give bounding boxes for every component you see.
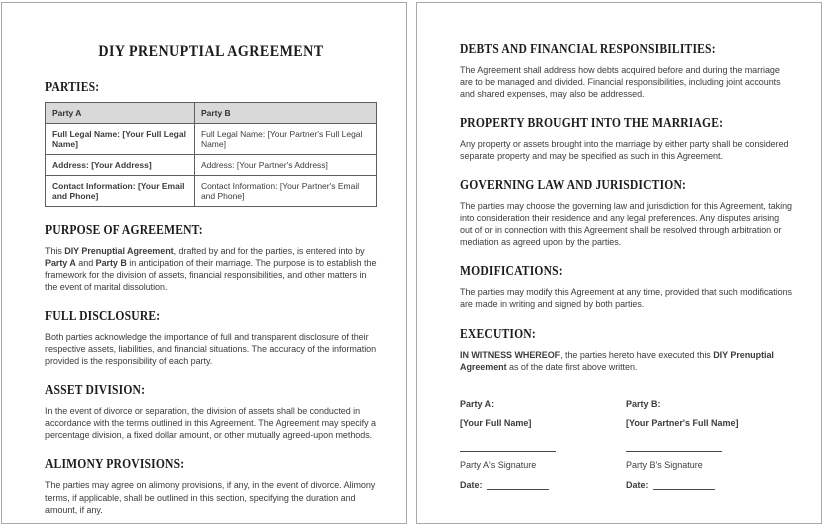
party-a-date-row	[460, 479, 626, 490]
section-body-governing-law: The parties may choose the governing law and jurisdiction for this Agreement, taking into consideration their residence and any legal preferences. Any disputes arising out of or in connection with this Agreement shall be resolved through arbitration or mediation as agreed upon by the parties.	[460, 201, 792, 248]
party-b-date-row	[626, 479, 792, 490]
table-row	[46, 155, 377, 176]
page-2	[416, 2, 822, 524]
section-body-debts: The Agreement shall address how debts acquired before and during the marriage are to be managed and divided. Financial responsibilities, including joint accounts and shared expenses, may also be addressed.	[460, 65, 781, 100]
section-body-purpose: This DIY Prenuptial Agreement, drafted by and for the parties, is entered into by Party A and Party B in anticipation of their marriage. The purpose is to establish the framework for the division of assets, financial responsibilities, and other matters in the event of marital dissolution.	[45, 246, 377, 293]
section-body-modifications: The parties may modify this Agreement at any time, provided that such modifications are made in writing and signed by both parties.	[460, 287, 793, 310]
table-header-row	[46, 103, 377, 124]
section-body-asset-division: In the event of divorce or separation, the division of assets shall be conducted in accordance with the terms outlined in this Agreement. The Agreement may specify a percentage division, a fixed dollar amount, or other mutually agreed-upon methods.	[45, 406, 376, 441]
party-a-signature-caption: Party A's Signature	[460, 459, 537, 470]
table-row	[46, 124, 377, 155]
party-a-name-placeholder: [Your Full Name]	[460, 417, 532, 428]
section-body-property: Any property or assets brought into the marriage by either party shall be considered separate property and may be specified as such in this Agreement.	[460, 139, 789, 162]
section-heading-debts: DEBTS AND FINANCIAL RESPONSIBILITIES:	[460, 41, 716, 56]
party-b-label: Party B:	[626, 398, 661, 409]
document-title: DIY PRENUPTIAL AGREEMENT	[98, 43, 324, 60]
table-cell-contact-a: Contact Information: [Your Email and Phone]	[46, 176, 195, 207]
table-row	[46, 176, 377, 207]
table-header-cell-party-a: Party A	[46, 103, 195, 124]
section-body-execution: IN WITNESS WHEREOF, the parties hereto have executed this DIY Prenuptial Agreement as of the date first above written.	[460, 349, 774, 372]
page-1	[1, 2, 407, 524]
section-heading-parties: PARTIES:	[45, 79, 100, 94]
party-b-name-placeholder: [Your Partner's Full Name]	[626, 417, 739, 428]
section-heading-property: PROPERTY BROUGHT INTO THE MARRIAGE:	[460, 115, 724, 131]
section-heading-asset-division: ASSET DIVISION:	[45, 382, 146, 398]
table-cell-address-a: Address: [Your Address]	[46, 155, 195, 176]
table-cell-address-b: Address: [Your Partner's Address]	[194, 155, 376, 176]
party-a-label: Party A:	[460, 398, 495, 409]
section-heading-disclosure: FULL DISCLOSURE:	[45, 308, 161, 324]
signature-column-party-a	[460, 399, 626, 490]
section-heading-purpose: PURPOSE OF AGREEMENT:	[45, 222, 203, 237]
section-heading-execution: EXECUTION:	[460, 325, 536, 341]
party-b-signature-caption: Party B's Signature	[626, 459, 703, 470]
section-heading-alimony: ALIMONY PROVISIONS:	[45, 456, 185, 472]
table-cell-legal-name-b: Full Legal Name: [Your Partner's Full Legal Name]	[194, 124, 376, 155]
section-body-disclosure: Both parties acknowledge the importance of full and transparent disclosure of their respective assets, liabilities, and financial situations. The accuracy of the information provided is the responsibility of each party.	[45, 332, 377, 367]
table-cell-legal-name-a: Full Legal Name: [Your Full Legal Name]	[46, 124, 195, 155]
party-a-signature-line	[460, 450, 556, 452]
party-b-date-label: Date:	[626, 479, 649, 490]
signature-column-party-b	[626, 399, 792, 490]
party-a-date-label: Date:	[460, 479, 483, 490]
section-heading-modifications: MODIFICATIONS:	[460, 263, 563, 279]
party-a-date-line	[487, 479, 549, 490]
section-heading-governing-law: GOVERNING LAW AND JURISDICTION:	[460, 177, 687, 193]
signature-block	[460, 399, 792, 490]
parties-table	[45, 102, 377, 207]
table-cell-contact-b: Contact Information: [Your Partner's Email and Phone]	[194, 176, 376, 207]
party-b-signature-line	[626, 450, 722, 452]
table-header-cell-party-b: Party B	[194, 103, 376, 124]
section-body-alimony: The parties may agree on alimony provisions, if any, in the event of divorce. Alimony terms, if applicable, shall be outlined in this section, specifying the duration and amount, if any.	[45, 480, 376, 515]
party-b-date-line	[653, 479, 715, 490]
